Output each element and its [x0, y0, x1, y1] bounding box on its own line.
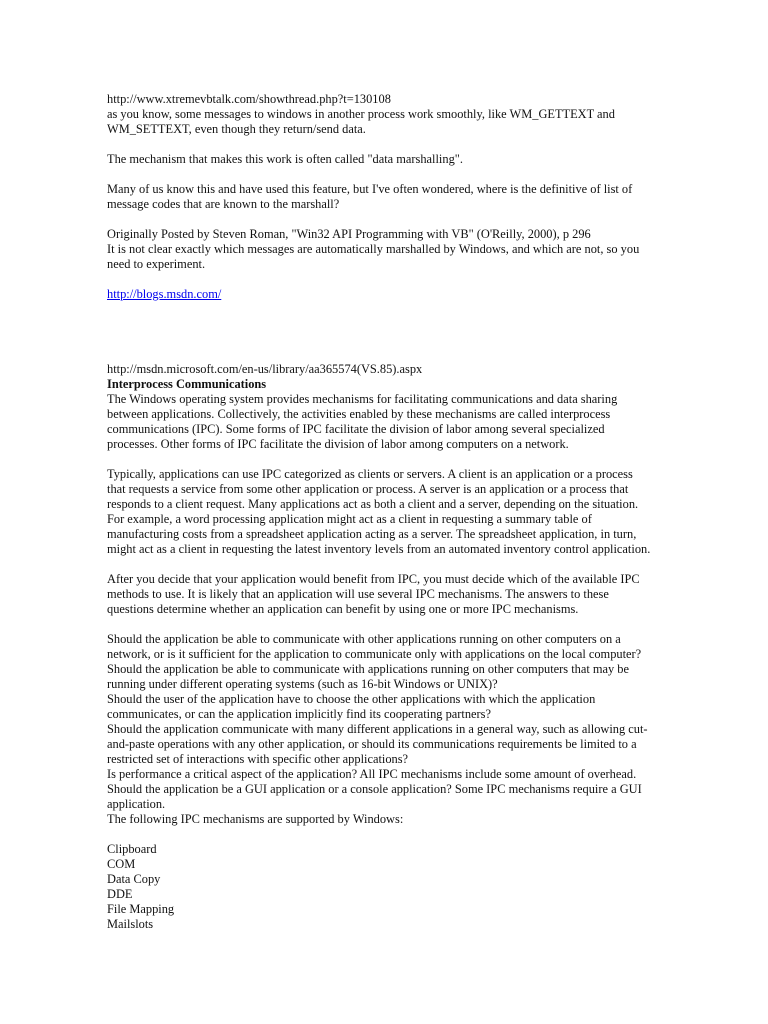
paragraph-line: After you decide that your application would benefit from IPC, you must decide which of the available IPC — [107, 572, 640, 586]
mechanism-item: Data Copy — [107, 872, 161, 886]
paragraph-line: For example, a word processing application might act as a client in requesting a summary table of — [107, 512, 592, 526]
source-url-2: http://msdn.microsoft.com/en-us/library/aa365574(VS.85).aspx — [107, 362, 423, 376]
question-line: The following IPC mechanisms are supported by Windows: — [107, 812, 404, 826]
question-line: Should the application communicate with many different applications in a general way, such as allowing cut- — [107, 722, 648, 736]
quote-attribution: Originally Posted by Steven Roman, "Win32 API Programming with VB" (O'Reilly, 2000), p 296 — [107, 227, 591, 241]
paragraph-line: might act as a client in requesting the latest inventory levels from an automated inventory control application. — [107, 542, 651, 556]
question-line: Should the application be able to communicate with other applications running on other computers on a — [107, 632, 621, 646]
paragraph-line: responds to a client request. Many applications act as both a client and a server, depending on the situation. — [107, 497, 639, 511]
section-heading: Interprocess Communications — [107, 377, 267, 391]
mechanism-item: File Mapping — [107, 902, 175, 916]
paragraph-line: between applications. Collectively, the activities enabled by these mechanisms are called interprocess — [107, 407, 611, 421]
paragraph-line: message codes that are known to the marshall? — [107, 197, 340, 211]
question-line: running under different operating systems (such as 16-bit Windows or UNIX)? — [107, 677, 498, 691]
paragraph-line: need to experiment. — [107, 257, 206, 271]
mechanism-item: Mailslots — [107, 917, 154, 931]
mechanism-item: COM — [107, 857, 136, 871]
question-line: Should the application be able to communicate with applications running on other computers that may be — [107, 662, 629, 676]
blogs-msdn-link[interactable]: http://blogs.msdn.com/ — [107, 287, 222, 301]
paragraph-line: Many of us know this and have used this feature, but I've often wondered, where is the definitive of list of — [107, 182, 633, 196]
question-line: and-paste operations with any other application, or should its communications requirements be limited to a — [107, 737, 637, 751]
paragraph-line: It is not clear exactly which messages are automatically marshalled by Windows, and which are not, so you — [107, 242, 640, 256]
document-page — [107, 92, 663, 932]
paragraph-line: that requests a service from some other application or process. A server is an application or a process that — [107, 482, 629, 496]
paragraph-line: processes. Other forms of IPC facilitate the division of labor among computers on a network. — [107, 437, 569, 451]
question-line: restricted set of interactions with specific other applications? — [107, 752, 409, 766]
question-line: network, or is it sufficient for the application to communicate only with applications on the local computer? — [107, 647, 642, 661]
mechanism-item: Clipboard — [107, 842, 157, 856]
question-line: communicates, or can the application implicitly find its cooperating partners? — [107, 707, 491, 721]
paragraph-line: The mechanism that makes this work is often called "data marshalling". — [107, 152, 463, 166]
source-url-1: http://www.xtremevbtalk.com/showthread.php?t=130108 — [107, 92, 391, 106]
paragraph-line: Typically, applications can use IPC categorized as clients or servers. A client is an application or a process — [107, 467, 633, 481]
paragraph-line: questions determine whether an application can benefit by using one or more IPC mechanisms. — [107, 602, 579, 616]
paragraph-line: as you know, some messages to windows in another process work smoothly, like WM_GETTEXT and — [107, 107, 615, 121]
question-line: Should the application be a GUI application or a console application? Some IPC mechanisms require a GUI — [107, 782, 642, 796]
question-line: Is performance a critical aspect of the application? All IPC mechanisms include some amount of overhead. — [107, 767, 637, 781]
paragraph-line: communications (IPC). Some forms of IPC facilitate the division of labor among several specialized — [107, 422, 605, 436]
question-line: application. — [107, 797, 166, 811]
paragraph-line: The Windows operating system provides mechanisms for facilitating communications and data sharing — [107, 392, 618, 406]
question-line: Should the user of the application have to choose the other applications with which the application — [107, 692, 596, 706]
mechanism-item: DDE — [107, 887, 133, 901]
paragraph-line: manufacturing costs from a spreadsheet application acting as a server. The spreadsheet application, in turn, — [107, 527, 637, 541]
paragraph-line: WM_SETTEXT, even though they return/send data. — [107, 122, 366, 136]
paragraph-line: methods to use. It is likely that an application will use several IPC mechanisms. The answers to these — [107, 587, 609, 601]
